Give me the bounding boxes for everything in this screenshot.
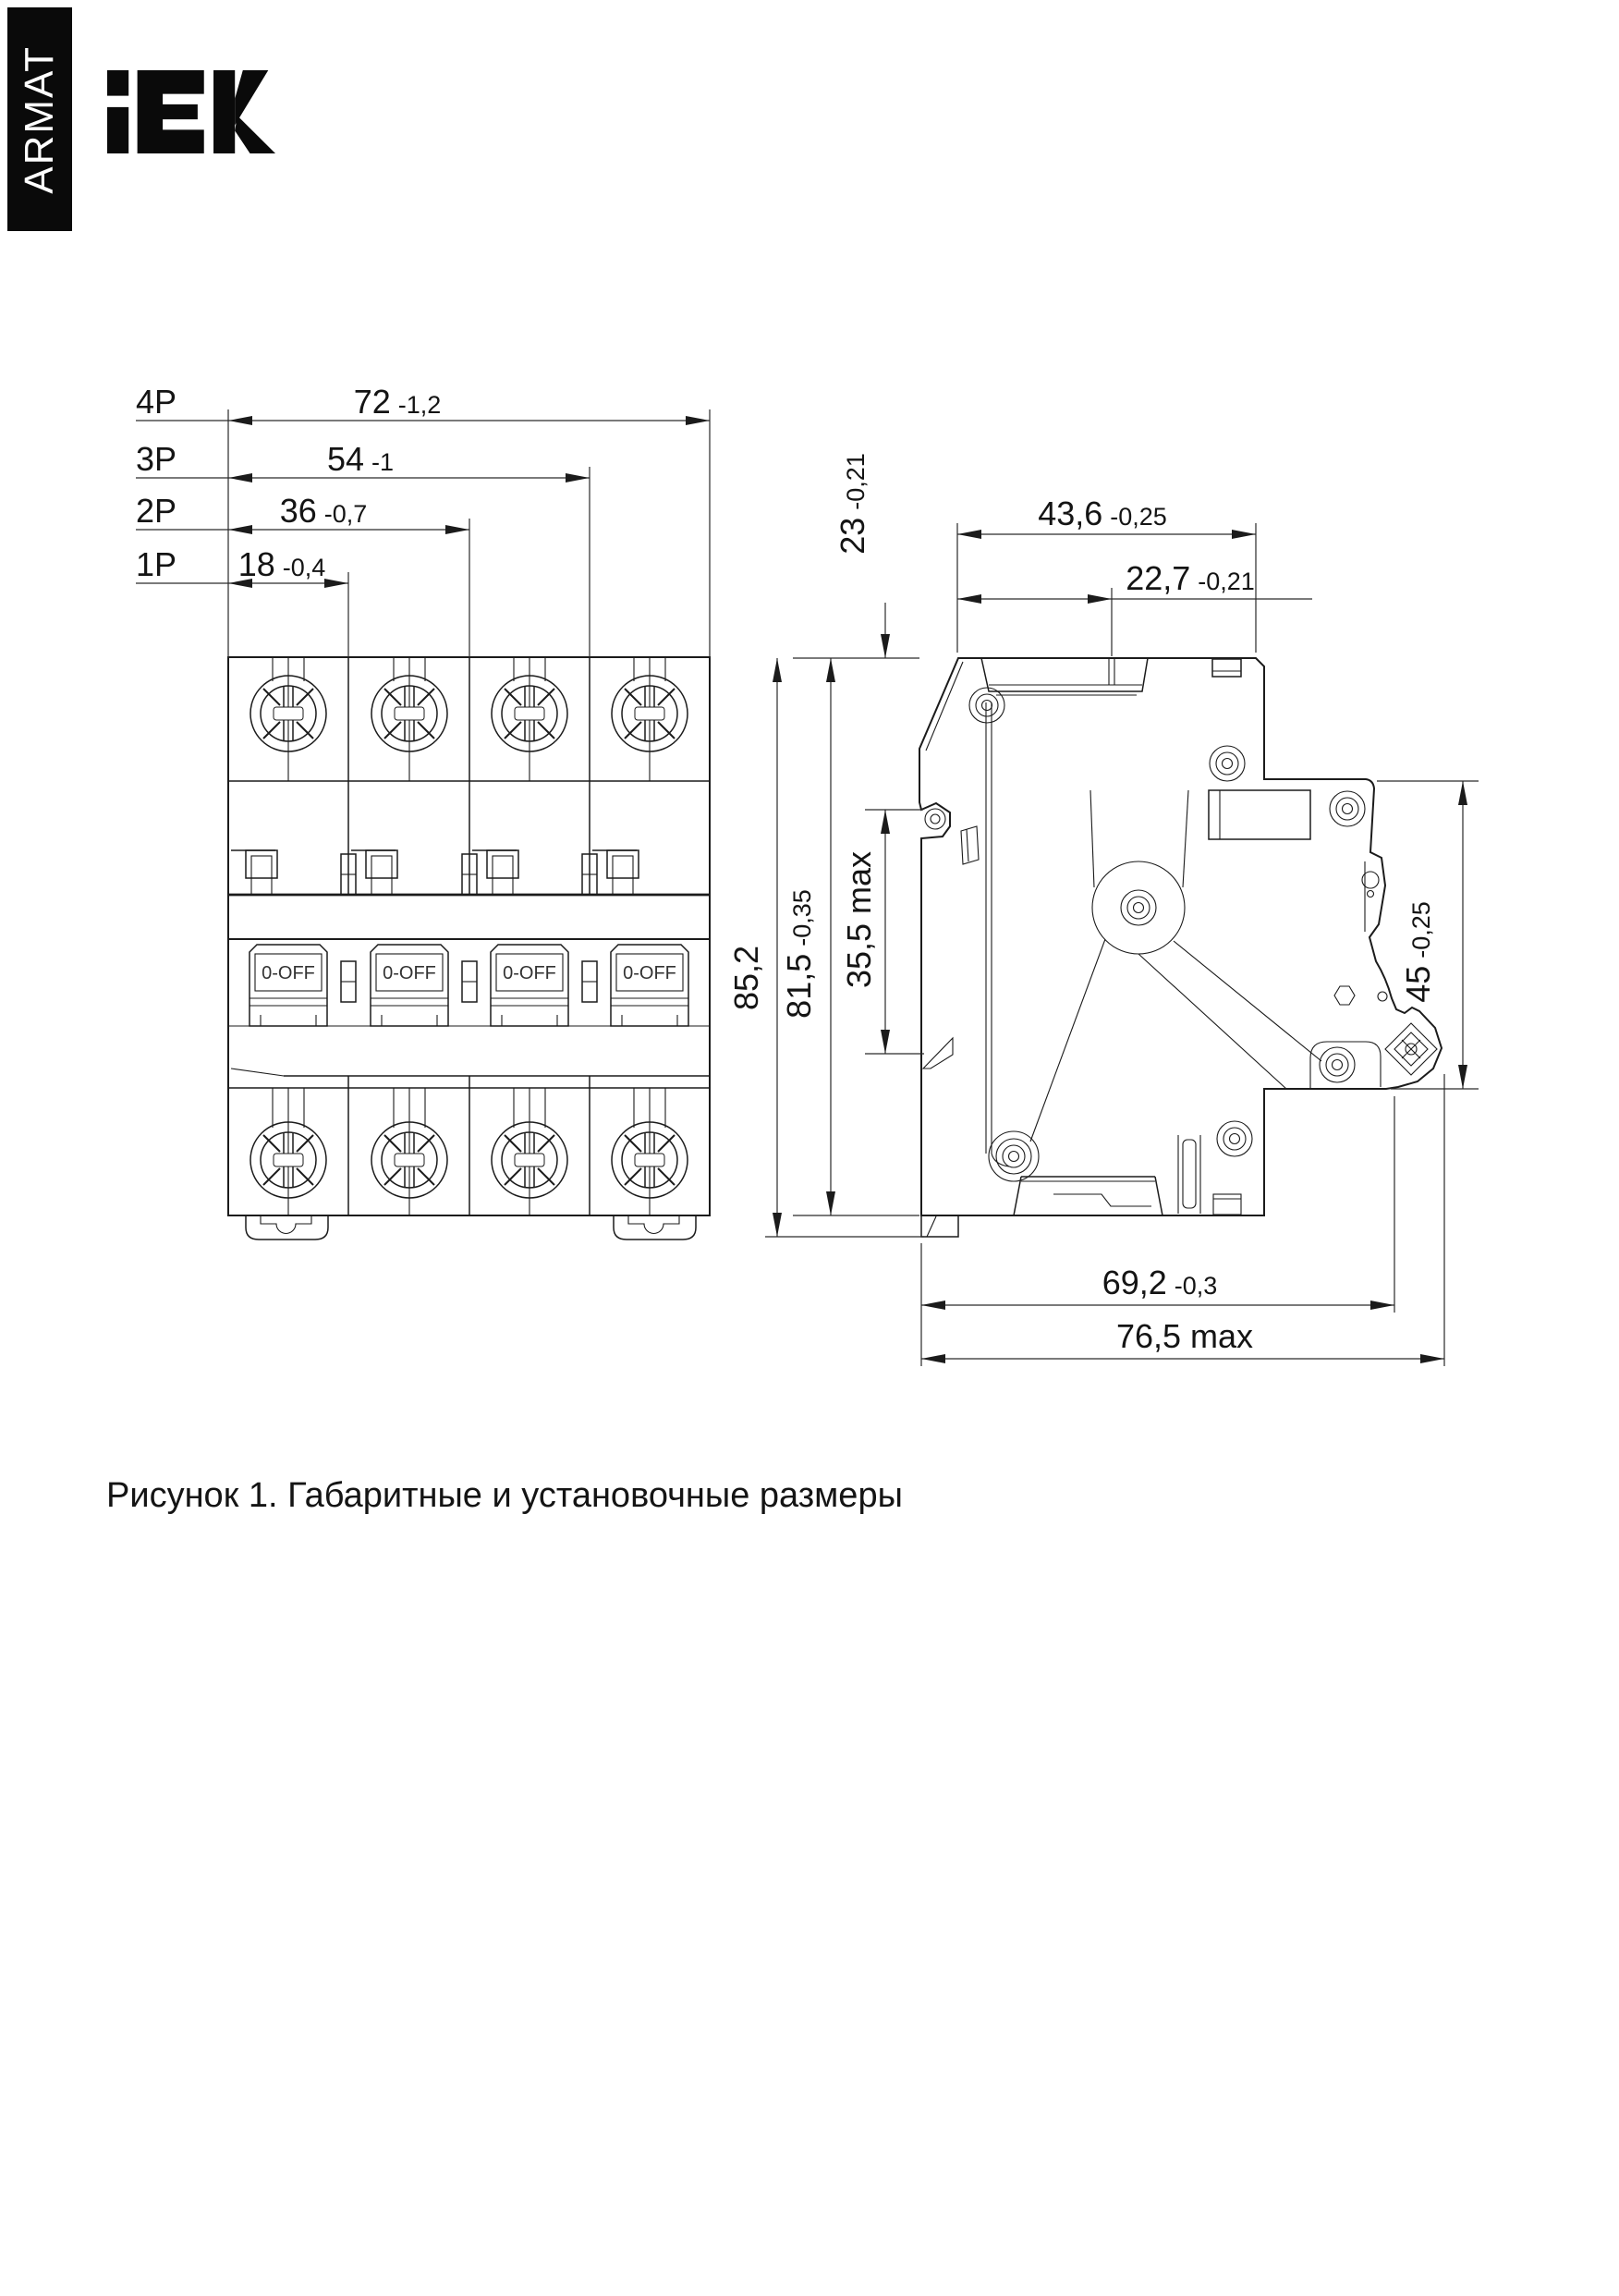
pole-label-1p: 1P [136, 545, 177, 583]
armat-series-label: ARMAT [17, 44, 62, 194]
front-dimensions [136, 383, 710, 657]
dim-depth-total: 76,5 max [1115, 1317, 1254, 1355]
front-handles [250, 945, 688, 1026]
pole-label-2p: 2P [136, 492, 177, 530]
dim-front-height: 45-0,25 [1399, 901, 1437, 1003]
side-view [727, 453, 1479, 1366]
front-step-zone [231, 850, 639, 895]
front-view [136, 383, 710, 1240]
front-foot-left [246, 1215, 328, 1240]
handle-label-3: 0-OFF [503, 963, 556, 983]
handle-label-1: 0-OFF [262, 963, 315, 983]
dim-top-width: 43,6 -0,25 [1038, 495, 1167, 532]
dim-width-2p: 36 -0,7 [279, 492, 368, 530]
handle-label-4: 0-OFF [623, 963, 676, 983]
dim-height-total: 85,2 [727, 945, 765, 1011]
side-dimensions [727, 453, 1479, 1366]
handle-label-2: 0-OFF [383, 963, 436, 983]
dim-top-to-rail: 23-0,21 [834, 453, 871, 555]
pole-label-3p: 3P [136, 440, 177, 478]
dim-depth-body: 69,2 -0,3 [1102, 1264, 1218, 1301]
dim-width-4p: 72 -1,2 [353, 383, 442, 421]
side-interior [921, 702, 1387, 1237]
dim-width-3p: 54 -1 [326, 440, 395, 478]
pole-label-4p: 4P [136, 383, 177, 421]
dim-width-1p: 18 -0,4 [237, 545, 326, 583]
front-foot-right [614, 1215, 696, 1240]
dim-handle-depth: 22,7 -0,21 [1126, 559, 1255, 597]
dim-height-body: 81,5-0,35 [780, 889, 818, 1019]
dim-rail-zone: 35,5 max [840, 850, 878, 989]
figure-caption: Рисунок 1. Габаритные и установочные размеры [106, 1476, 903, 1515]
side-terminal-screw [1385, 1023, 1437, 1075]
